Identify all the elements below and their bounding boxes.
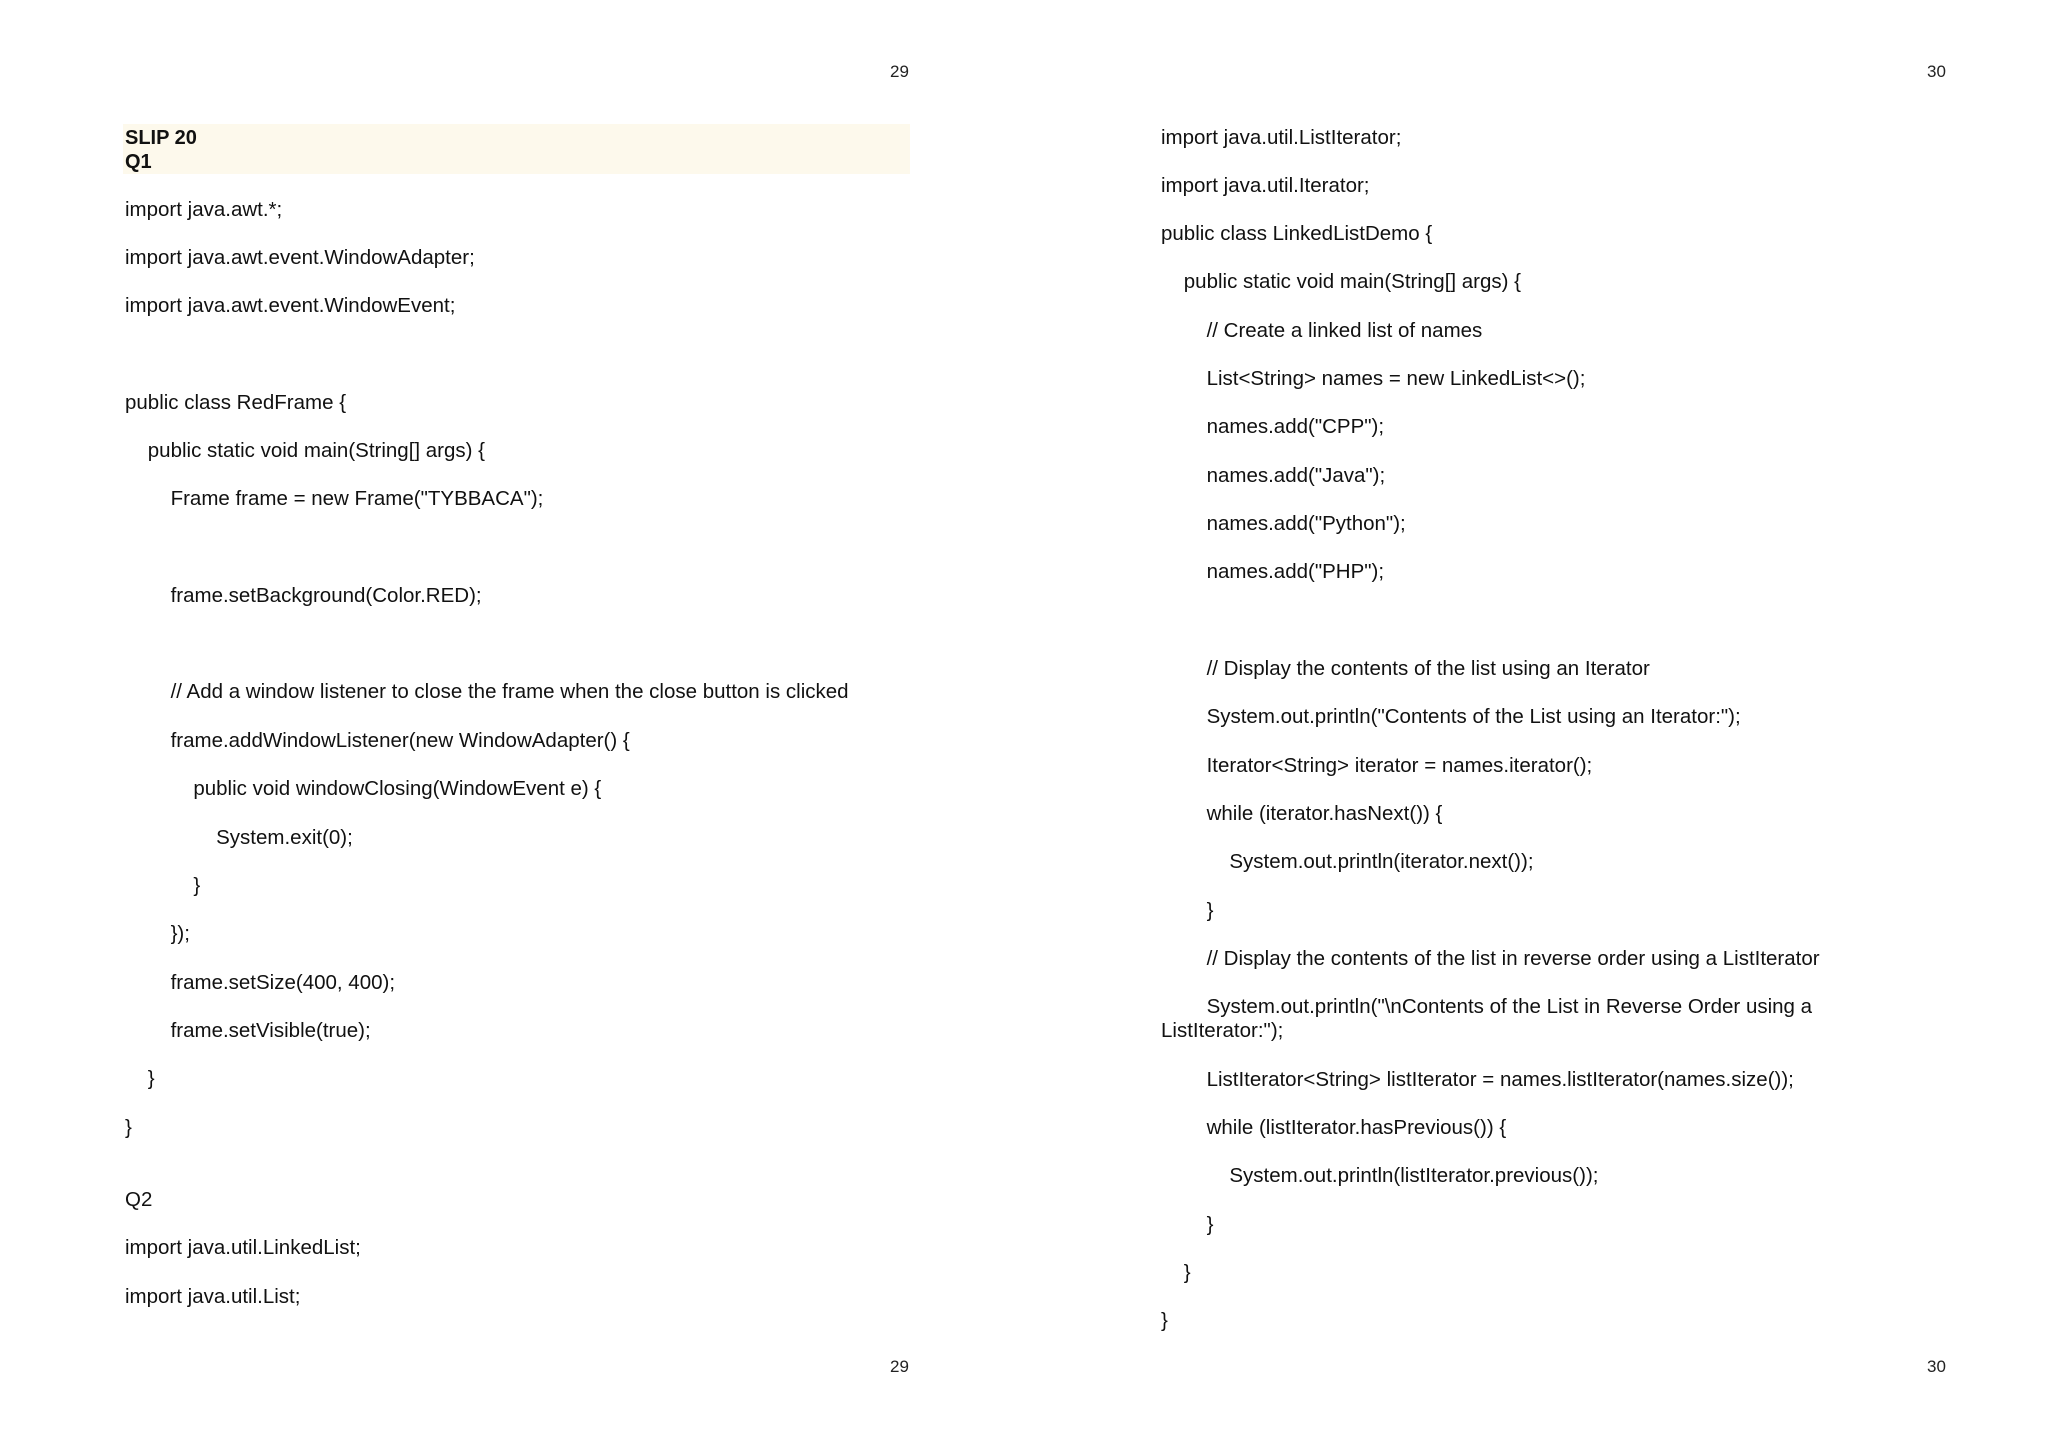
right-page <box>1024 0 2048 1448</box>
code-line: List<String> names = new LinkedList<>(); <box>1161 367 1586 390</box>
code-line: // Display the contents of the list using an Iterator <box>1161 657 1650 680</box>
code-line: System.out.println(listIterator.previous()); <box>1161 1164 1599 1187</box>
code-line: } <box>1161 899 1214 922</box>
code-line: ListIterator:"); <box>1161 1019 1284 1042</box>
code-line: public void windowClosing(WindowEvent e) { <box>125 777 602 800</box>
code-line: names.add("CPP"); <box>1161 415 1385 438</box>
question-label-q1: Q1 <box>125 151 152 173</box>
code-line: public static void main(String[] args) { <box>1161 270 1522 293</box>
code-line: import java.awt.event.WindowEvent; <box>125 294 456 317</box>
code-line: // Add a window listener to close the frame when the close button is clicked <box>125 680 849 703</box>
code-line: } <box>1161 1261 1191 1284</box>
slip-title: SLIP 20 <box>125 127 197 149</box>
code-line: import java.util.LinkedList; <box>125 1236 361 1259</box>
code-line: public class RedFrame { <box>125 391 347 414</box>
code-line: // Create a linked list of names <box>1161 319 1483 342</box>
code-line: System.out.println("\nContents of the List in Reverse Order using a <box>1161 995 1813 1018</box>
code-line: System.out.println("Contents of the List using an Iterator:"); <box>1161 705 1741 728</box>
code-line: } <box>125 1116 132 1139</box>
code-line: System.out.println(iterator.next()); <box>1161 850 1534 873</box>
code-line: } <box>1161 1309 1168 1332</box>
code-line: import java.util.Iterator; <box>1161 174 1370 197</box>
code-line: Iterator<String> iterator = names.iterator(); <box>1161 754 1593 777</box>
code-line: names.add("Python"); <box>1161 512 1406 535</box>
code-line: public static void main(String[] args) { <box>125 439 486 462</box>
code-line: frame.addWindowListener(new WindowAdapter() { <box>125 729 630 752</box>
code-line: System.exit(0); <box>125 826 353 849</box>
page-number-bottom: 30 <box>1927 1357 1946 1376</box>
code-line: while (listIterator.hasPrevious()) { <box>1161 1116 1507 1139</box>
page-number-bottom: 29 <box>890 1357 909 1376</box>
code-line: import java.awt.*; <box>125 198 283 221</box>
code-line: ListIterator<String> listIterator = names.listIterator(names.size()); <box>1161 1068 1794 1091</box>
code-line: } <box>125 874 201 897</box>
code-line: frame.setVisible(true); <box>125 1019 371 1042</box>
code-line: Frame frame = new Frame("TYBBACA"); <box>125 487 544 510</box>
page-number-top: 30 <box>1927 62 1946 81</box>
code-line: import java.util.List; <box>125 1285 301 1308</box>
code-line: import java.awt.event.WindowAdapter; <box>125 246 475 269</box>
code-line: import java.util.ListIterator; <box>1161 126 1402 149</box>
code-line: names.add("PHP"); <box>1161 560 1385 583</box>
code-line: while (iterator.hasNext()) { <box>1161 802 1443 825</box>
code-line: } <box>1161 1213 1214 1236</box>
code-line: }); <box>125 922 190 945</box>
code-line: names.add("Java"); <box>1161 464 1386 487</box>
page-number-top: 29 <box>890 62 909 81</box>
code-line: } <box>125 1067 155 1090</box>
code-line: // Display the contents of the list in reverse order using a ListIterator <box>1161 947 1820 970</box>
slip-header-band <box>123 124 910 174</box>
code-line: public class LinkedListDemo { <box>1161 222 1433 245</box>
code-line: frame.setSize(400, 400); <box>125 971 396 994</box>
code-line: frame.setBackground(Color.RED); <box>125 584 482 607</box>
question-label-q2: Q2 <box>125 1188 153 1211</box>
